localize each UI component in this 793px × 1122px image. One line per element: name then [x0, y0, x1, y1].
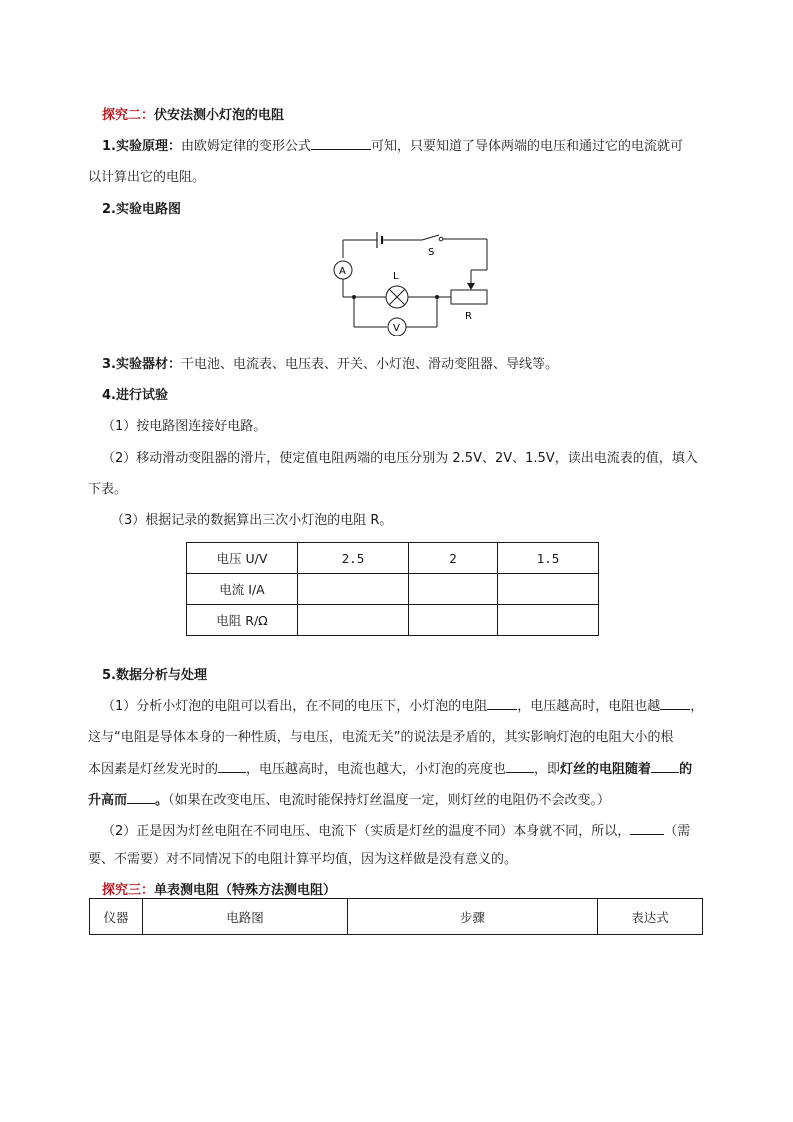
section3-title-prefix: 探究三： — [102, 883, 155, 898]
answer-blank[interactable] — [651, 759, 679, 773]
p1-line4-bold-a: 升高而 — [88, 793, 128, 808]
junction-right — [435, 295, 439, 299]
item1-text-a: 由欧姆定律的变形公式 — [180, 139, 311, 154]
p1-line4-rest: （如果在改变电压、电流时能保持灯丝温度一定，则灯丝的电阻仍不会改变。） — [168, 793, 611, 808]
section3-title-text: 单表测电阻（特殊方法测电阻） — [154, 883, 337, 898]
answer-blank[interactable] — [660, 696, 690, 710]
table-cell: 2.5 — [298, 543, 409, 574]
section2-title — [102, 104, 284, 123]
answer-blank[interactable] — [630, 821, 664, 835]
table-cell[interactable] — [409, 574, 498, 605]
step1: （1）按电路图连接好电路。 — [102, 419, 267, 434]
answer-blank[interactable] — [218, 759, 246, 773]
answer-blank[interactable] — [506, 759, 534, 773]
p1-line3-text-a: 本因素是灯丝发光时的 — [88, 762, 219, 777]
analysis-p1-line1 — [102, 695, 703, 714]
step2-line2: 下表。 — [88, 482, 128, 497]
table-cell[interactable] — [298, 605, 409, 636]
table-cell[interactable] — [498, 574, 599, 605]
section2-title-text: 伏安法测小灯泡的电阻 — [154, 108, 285, 123]
switch-contact — [439, 237, 443, 241]
circuit-diagram — [325, 228, 495, 336]
analysis-p1-line4 — [88, 789, 610, 808]
header-steps: 步骤 — [348, 899, 598, 935]
header-expression: 表达式 — [598, 899, 703, 935]
table-row — [187, 543, 599, 574]
item3-label: 3.实验器材： — [102, 357, 181, 372]
rheostat-box — [451, 290, 487, 304]
item4-label: 4.进行试验 — [102, 388, 168, 403]
p1-text-a: （1）分析小灯泡的电阻可以看出，在不同的电压下，小灯泡的电阻 — [102, 699, 488, 714]
analysis-p1-line3 — [88, 758, 692, 777]
switch-label: S — [428, 247, 435, 258]
slider-arrow-head — [467, 283, 475, 290]
p1-line4-bold-b: 。 — [155, 793, 169, 808]
switch-blade — [422, 235, 439, 240]
analysis-p2-line1 — [102, 820, 690, 839]
p2-text-a: （2）正是因为灯丝电阻在不同电压、电流下（实质是灯丝的温度不同）本身就不同，所以， — [102, 824, 631, 839]
item1-line1 — [102, 135, 683, 154]
item3-text: 干电池、电流表、电压表、开关、小灯泡、滑动变阻器、导线等。 — [180, 357, 558, 372]
formula-blank[interactable] — [311, 136, 371, 150]
lamp-label: L — [393, 271, 399, 282]
p1-line3-text-c: ，即 — [534, 762, 561, 777]
answer-blank[interactable] — [127, 790, 155, 804]
row-label-voltage: 电压 U/V — [187, 543, 298, 574]
step2-line1: （2）移动滑动变阻器的滑片，使定值电阻两端的电压分别为 2.5V、2V、1.5V，读出电流表的值，填入 — [102, 451, 698, 466]
table-row — [187, 574, 599, 605]
junction-left — [352, 295, 356, 299]
rheostat-label: R — [465, 311, 472, 322]
item5-label: 5.数据分析与处理 — [102, 668, 207, 683]
table-header-row — [90, 899, 703, 935]
table-cell[interactable] — [298, 574, 409, 605]
table-row — [187, 605, 599, 636]
answer-blank[interactable] — [487, 696, 517, 710]
voltmeter-label: V — [393, 323, 400, 334]
item2-label: 2.实验电路图 — [102, 202, 181, 217]
p1-line3-text-b: ，电压越高时，电流也越大，小灯泡的亮度也 — [246, 762, 507, 777]
row-label-resistance: 电阻 R/Ω — [187, 605, 298, 636]
section2-title-prefix: 探究二： — [102, 108, 155, 123]
table-cell: 2 — [409, 543, 498, 574]
data-table — [186, 542, 599, 636]
analysis-p2-line2: 要、不需要）对不同情况下的电阻计算平均值，因为这样做是没有意义的。 — [88, 852, 518, 867]
step3: （3）根据记录的数据算出三次小灯泡的电阻 R。 — [111, 513, 393, 528]
p1-line3-bold: 灯丝的电阻随着 — [560, 762, 652, 777]
method-table — [89, 898, 703, 935]
section3-title — [102, 879, 336, 898]
ammeter-label: A — [339, 266, 346, 277]
p1-text-b: ，电压越高时，电阻也越 — [517, 699, 661, 714]
table-cell[interactable] — [409, 605, 498, 636]
row-label-current: 电流 I/A — [187, 574, 298, 605]
item3-line — [102, 353, 558, 372]
analysis-p1-line2: 这与“电阻是导体本身的一种性质，与电压，电流无关”的说法是矛盾的，其实影响灯泡的电阻大小的根 — [88, 730, 674, 745]
p1-text-c: ， — [690, 699, 704, 714]
header-circuit: 电路图 — [143, 899, 348, 935]
item1-line2: 以计算出它的电阻。 — [88, 170, 206, 185]
item1-text-b: 可知，只要知道了导体两端的电压和通过它的电流就可 — [371, 139, 684, 154]
p2-text-b: （需 — [664, 824, 691, 839]
table-cell[interactable] — [498, 605, 599, 636]
table-cell: 1.5 — [498, 543, 599, 574]
item1-label: 1.实验原理： — [102, 139, 181, 154]
header-instrument: 仪器 — [90, 899, 143, 935]
p1-line3-text-d: 的 — [679, 762, 693, 777]
